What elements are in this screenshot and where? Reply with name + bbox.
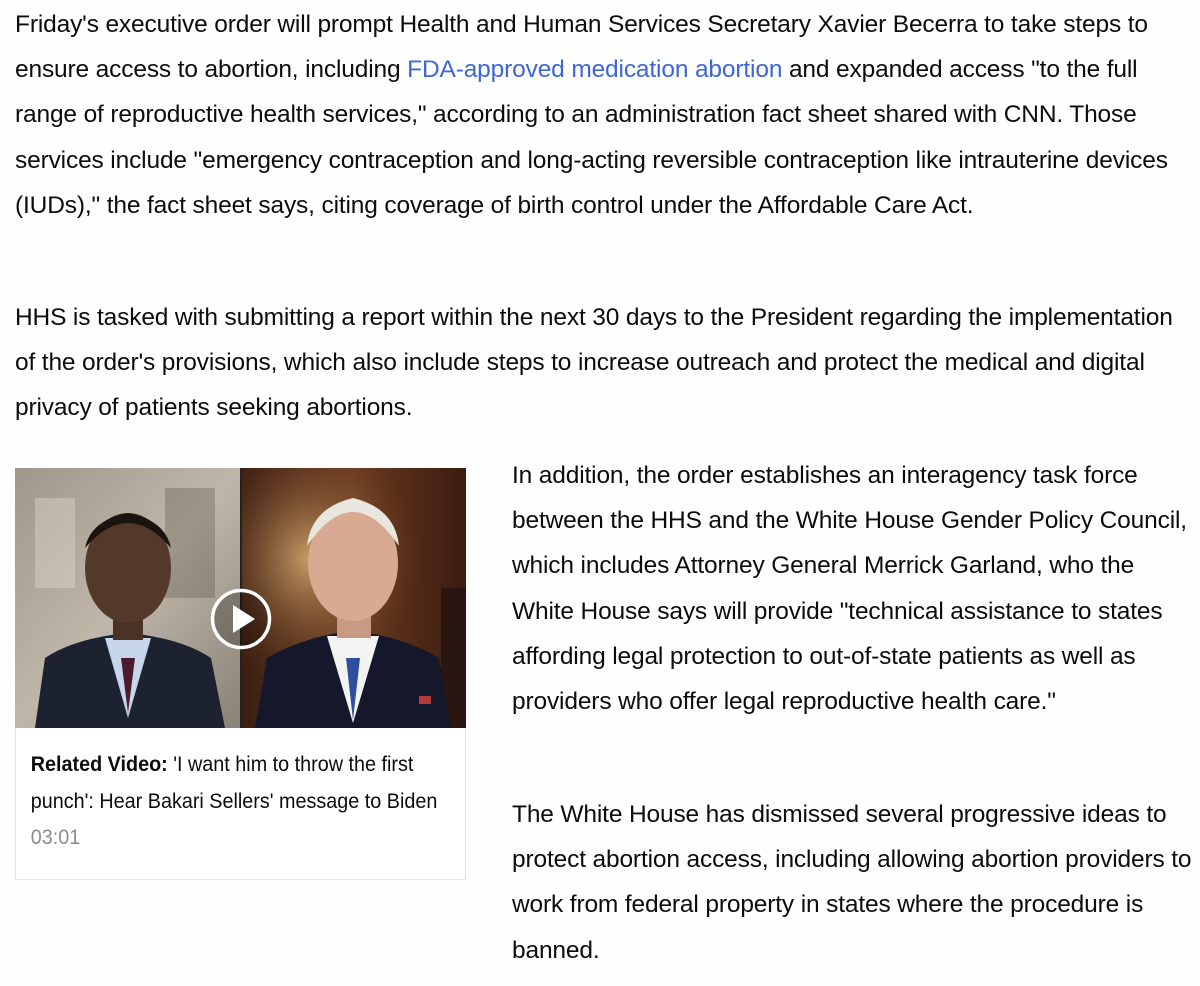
article-paragraph-4: The White House has dismissed several progressive ideas to protect abortion access, including allowing abortion providers to work from federal property in states where the procedure is banned. xyxy=(512,801,1192,964)
paragraph-text: Friday's executive order will prompt Health and Human Services Secretary Xavier Becerra to take steps to ensure access to abortion, including xyxy=(15,11,1148,84)
related-video-caption[interactable] xyxy=(16,728,469,856)
article-paragraph-1 xyxy=(15,2,1195,228)
article-paragraph-2: HHS is tasked with submitting a report within the next 30 days to the President regarding the implementation of the order's provisions, which also include steps to increase outreach and protect the medical and digital privacy of patients seeking abortions. xyxy=(15,304,1173,422)
video-duration: 03:01 xyxy=(30,825,81,849)
fda-medication-abortion-link[interactable]: FDA-approved medication abortion xyxy=(407,56,783,84)
related-video-label: Related Video: xyxy=(30,752,168,776)
related-video-title[interactable]: 'I want him to throw the first punch': Hear Bakari Sellers' message to Biden xyxy=(30,752,438,813)
paragraph-text: and expanded access "to the full range of reproductive health services," according to an administration fact sheet shared with CNN. Those services include "emergency contraception and long-acting reversible contraception like intrauterine devices (IUDs)," the fact sheet says, citing coverage of birth control under the Affordable Care Act. xyxy=(15,56,1168,219)
play-icon[interactable] xyxy=(210,588,272,655)
related-video-card[interactable] xyxy=(15,468,466,880)
article-paragraph-3: In addition, the order establishes an interagency task force between the HHS and the White House Gender Policy Council, which includes Attorney General Merrick Garland, who the White House says will provide "technical assistance to states affording legal protection to out-of-state patients as well as providers who offer legal reproductive health care." xyxy=(512,462,1187,716)
